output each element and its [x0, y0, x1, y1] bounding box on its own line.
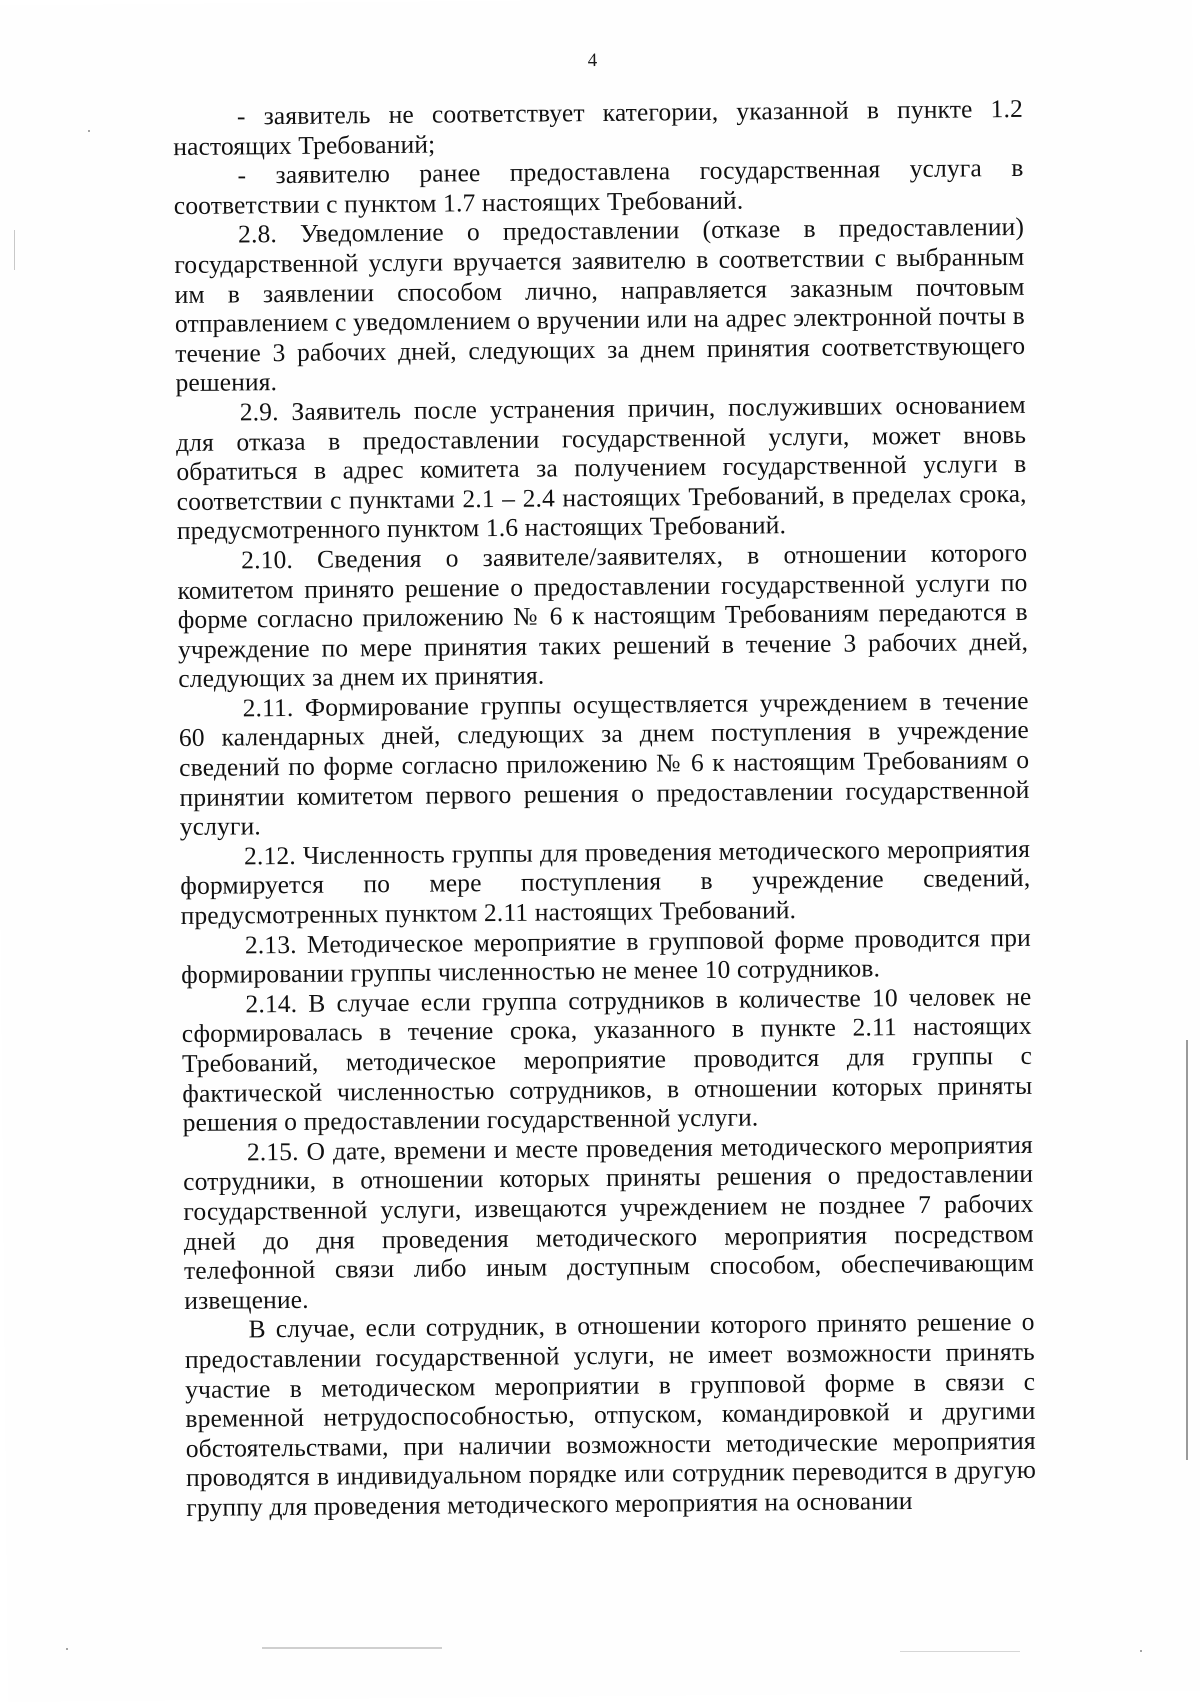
- scan-speck: [66, 1648, 68, 1650]
- scan-speck: [88, 130, 90, 132]
- paragraph-2-14: 2.14. В случае если группа сотрудников в количестве 10 человек не сформировалась в течение срока, указанного в пункте 2.11 настоящих Требований, методическое мероприятие проводится для группы с фактической численностью сотрудников, в отношении которых приняты решения о предоставлении государственной услуги.: [181, 981, 1033, 1138]
- paragraph-2-10: 2.10. Сведения о заявителе/заявителях, в отношении которого комитетом принято решение о предоставлении государственной услуги по форме согласно приложению № 6 к настоящим Требованиям передаются в учреждение по мере принятия таких решений в течение 3 рабочих дней, следующих за днем их принятия.: [177, 537, 1029, 694]
- paragraph-2-9: 2.9. Заявитель после устранения причин, послуживших основанием для отказа в предоставлении государственной услуги, может вновь обратиться в адрес комитета за получением государственной услуги в соответствии с пунктами 2.1 – 2.4 настоящих Требований, в пределах срока, предусмотренного пунктом 1.6 настоящих Требований.: [175, 389, 1027, 546]
- page-number: 4: [587, 49, 598, 72]
- paragraph-category-mismatch: - заявитель не соответствует категории, указанной в пункте 1.2 настоящих Требований;: [173, 93, 1024, 161]
- paragraph-service-already-provided: - заявителю ранее предоставлена государственная услуга в соответствии с пунктом 1.7 настоящих Требований.: [173, 153, 1024, 220]
- document-body: [173, 94, 1037, 1523]
- paragraph-2-13: 2.13. Методическое мероприятие в групповой форме проводится при формировании группы численностью не менее 10 сотрудников.: [181, 922, 1032, 990]
- scan-edge-line-left: [14, 230, 15, 270]
- paragraph-2-15: 2.15. О дате, времени и месте проведения методического мероприятия сотрудники, в отношении которых приняты решения о предоставлении государственной услуги, извещаются учреждением не позднее 7 рабочих дней до дня проведения методического мероприятия посредством телефонной связи либо иным доступным способом, обеспечивающим извещение.: [183, 1129, 1035, 1315]
- paragraph-2-8: 2.8. Уведомление о предоставлении (отказе в предоставлении) государственной услуги вручается заявителю в соответствии с выбранным им в заявлении способом лично, направляется заказным почтовым отправлением с уведомлением о вручении или на адрес электронной почты в течение 3 рабочих дней, следующих за днем принятия соответствующего решения.: [174, 212, 1026, 398]
- scan-speck: [1140, 1650, 1142, 1652]
- scan-bottom-smudge: [262, 1647, 442, 1649]
- paragraph-2-12: 2.12. Численность группы для проведения методического мероприятия формируется по мере поступления в учреждение сведений, предусмотренных пунктом 2.11 настоящих Требований.: [180, 833, 1031, 931]
- paragraph-individual-order: В случае, если сотрудник, в отношении которого принято решение о предоставлении государственной услуги, не имеет возможности принять участие в методическом мероприятии в групповой форме в связи с временной нетрудоспособностью, отпуском, командировкой и другими обстоятельствами, при наличии возможности методические мероприятия проводятся в индивидуальном порядке или сотрудник переводится в другую группу для проведения методического мероприятия на основании: [184, 1307, 1037, 1522]
- scan-edge-line-right: [1186, 1040, 1188, 1460]
- paragraph-2-11: 2.11. Формирование группы осуществляется учреждением в течение 60 календарных дней, следующих за днем поступления в учреждение сведений по форме согласно приложению № 6 к настоящим Требованиям о принятии комитетом первого решения о предоставлении государственной услуги.: [178, 685, 1030, 842]
- scan-bottom-smudge-2: [900, 1651, 1020, 1652]
